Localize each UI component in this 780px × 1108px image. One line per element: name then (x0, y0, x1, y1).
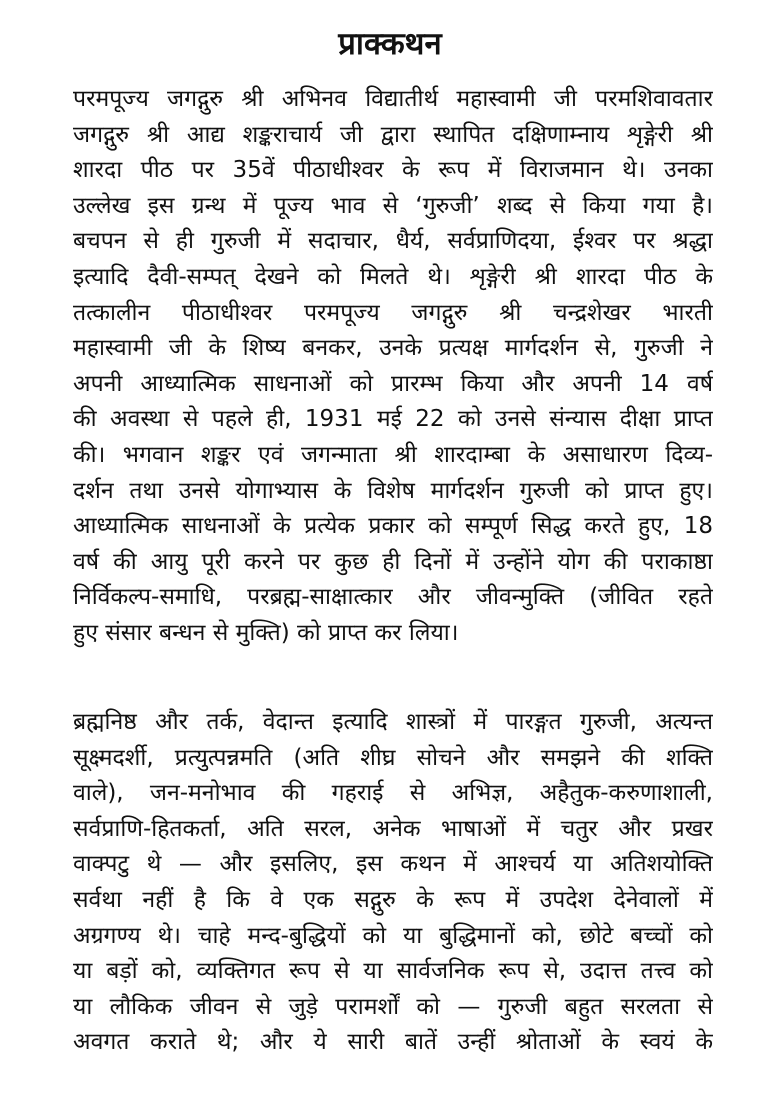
text-line: अग्रगण्य थे। चाहे मन्द-बुद्धियों को या बुद्धिमानों को, छोटे बच्चों को (73, 922, 713, 949)
text-line: की अवस्था से पहले ही, 1931 मई 22 को उनसे संन्यास दीक्षा प्राप्त (73, 406, 713, 433)
text-line: अवगत कराते थे; और ये सारी बातें उन्हीं श्रोताओं के स्वयं के (73, 1029, 713, 1056)
text-line: सूक्ष्मदर्शी, प्रत्युत्पन्नमति (अति शीघ्र सोचने और समझने की शक्ति (73, 744, 713, 771)
text-line: अपनी आध्यात्मिक साधनाओं को प्रारम्भ किया और अपनी 14 वर्ष (73, 370, 713, 397)
page-title: प्राक्कथन (338, 26, 442, 62)
paragraph-2 (73, 705, 713, 1061)
text-line: बचपन से ही गुरुजी में सदाचार, धैर्य, सर्वप्राणिदया, ईश्वर पर श्रद्धा (73, 228, 713, 255)
text-line: परमपूज्य जगद्गुरु श्री अभिनव विद्यातीर्थ महास्वामी जी परमशिवावतार (73, 86, 713, 112)
text-line: दर्शन तथा उनसे योगाभ्यास के विशेष मार्गदर्शन गुरुजी को प्राप्त हुए। (73, 477, 713, 504)
text-line: वर्ष की आयु पूरी करने पर कुछ ही दिनों में उन्होंने योग की पराकाष्ठा (73, 548, 713, 575)
text-line: जगद्गुरु श्री आद्य शङ्कराचार्य जी द्वारा स्थापित दक्षिणाम्नाय शृङ्गेरी श्री (73, 121, 713, 148)
text-line: वाक्पटु थे — और इसलिए, इस कथन में आश्चर्य या अतिशयोक्ति (73, 851, 713, 878)
text-line: की। भगवान शङ्कर एवं जगन्माता श्री शारदाम्बा के असाधारण दिव्य- (73, 441, 713, 468)
text-line: इत्यादि दैवी-सम्पत् देखने को मिलते थे। शृङ्गेरी श्री शारदा पीठ के (73, 263, 713, 290)
text-line: उल्लेख इस ग्रन्थ में पूज्य भाव से ‘गुरुजी’ शब्द से किया गया है। (73, 192, 713, 219)
text-line: शारदा पीठ पर 35वें पीठाधीश्वर के रूप में विराजमान थे। उनका (73, 157, 713, 184)
text-line: ब्रह्मनिष्ठ और तर्क, वेदान्त इत्यादि शास्त्रों में पारङ्गत गुरुजी, अत्यन्त (73, 709, 713, 735)
text-line: या बड़ों को, व्यक्तिगत रूप से या सार्वजनिक रूप से, उदात्त तत्त्व को (73, 958, 713, 985)
text-line: वाले), जन-मनोभाव की गहराई से अभिज्ञ, अहैतुक-करुणाशाली, (73, 780, 713, 807)
paragraph-1 (73, 82, 713, 652)
text-line: सर्वथा नहीं है कि वे एक सद्गुरु के रूप में उपदेश देनेवालों में (73, 886, 713, 913)
text-line: महास्वामी जी के शिष्य बनकर, उनके प्रत्यक्ष मार्गदर्शन से, गुरुजी ने (73, 335, 713, 362)
text-line: निर्विकल्प-समाधि, परब्रह्म-साक्षात्कार और जीवन्मुक्ति (जीवित रहते (73, 584, 713, 611)
text-line: तत्कालीन पीठाधीश्वर परमपूज्य जगद्गुरु श्री चन्द्रशेखर भारती (73, 299, 713, 326)
text-line: हुए संसार बन्धन से मुक्ति) को प्राप्त कर लिया। (73, 619, 459, 646)
text-line: सर्वप्राणि-हितकर्ता, अति सरल, अनेक भाषाओं में चतुर और प्रखर (73, 815, 713, 842)
text-line: या लौकिक जीवन से जुड़े परामर्शों को — गुरुजी बहुत सरलता से (73, 993, 713, 1020)
text-line: आध्यात्मिक साधनाओं के प्रत्येक प्रकार को सम्पूर्ण सिद्ध करते हुए, 18 (73, 513, 713, 540)
